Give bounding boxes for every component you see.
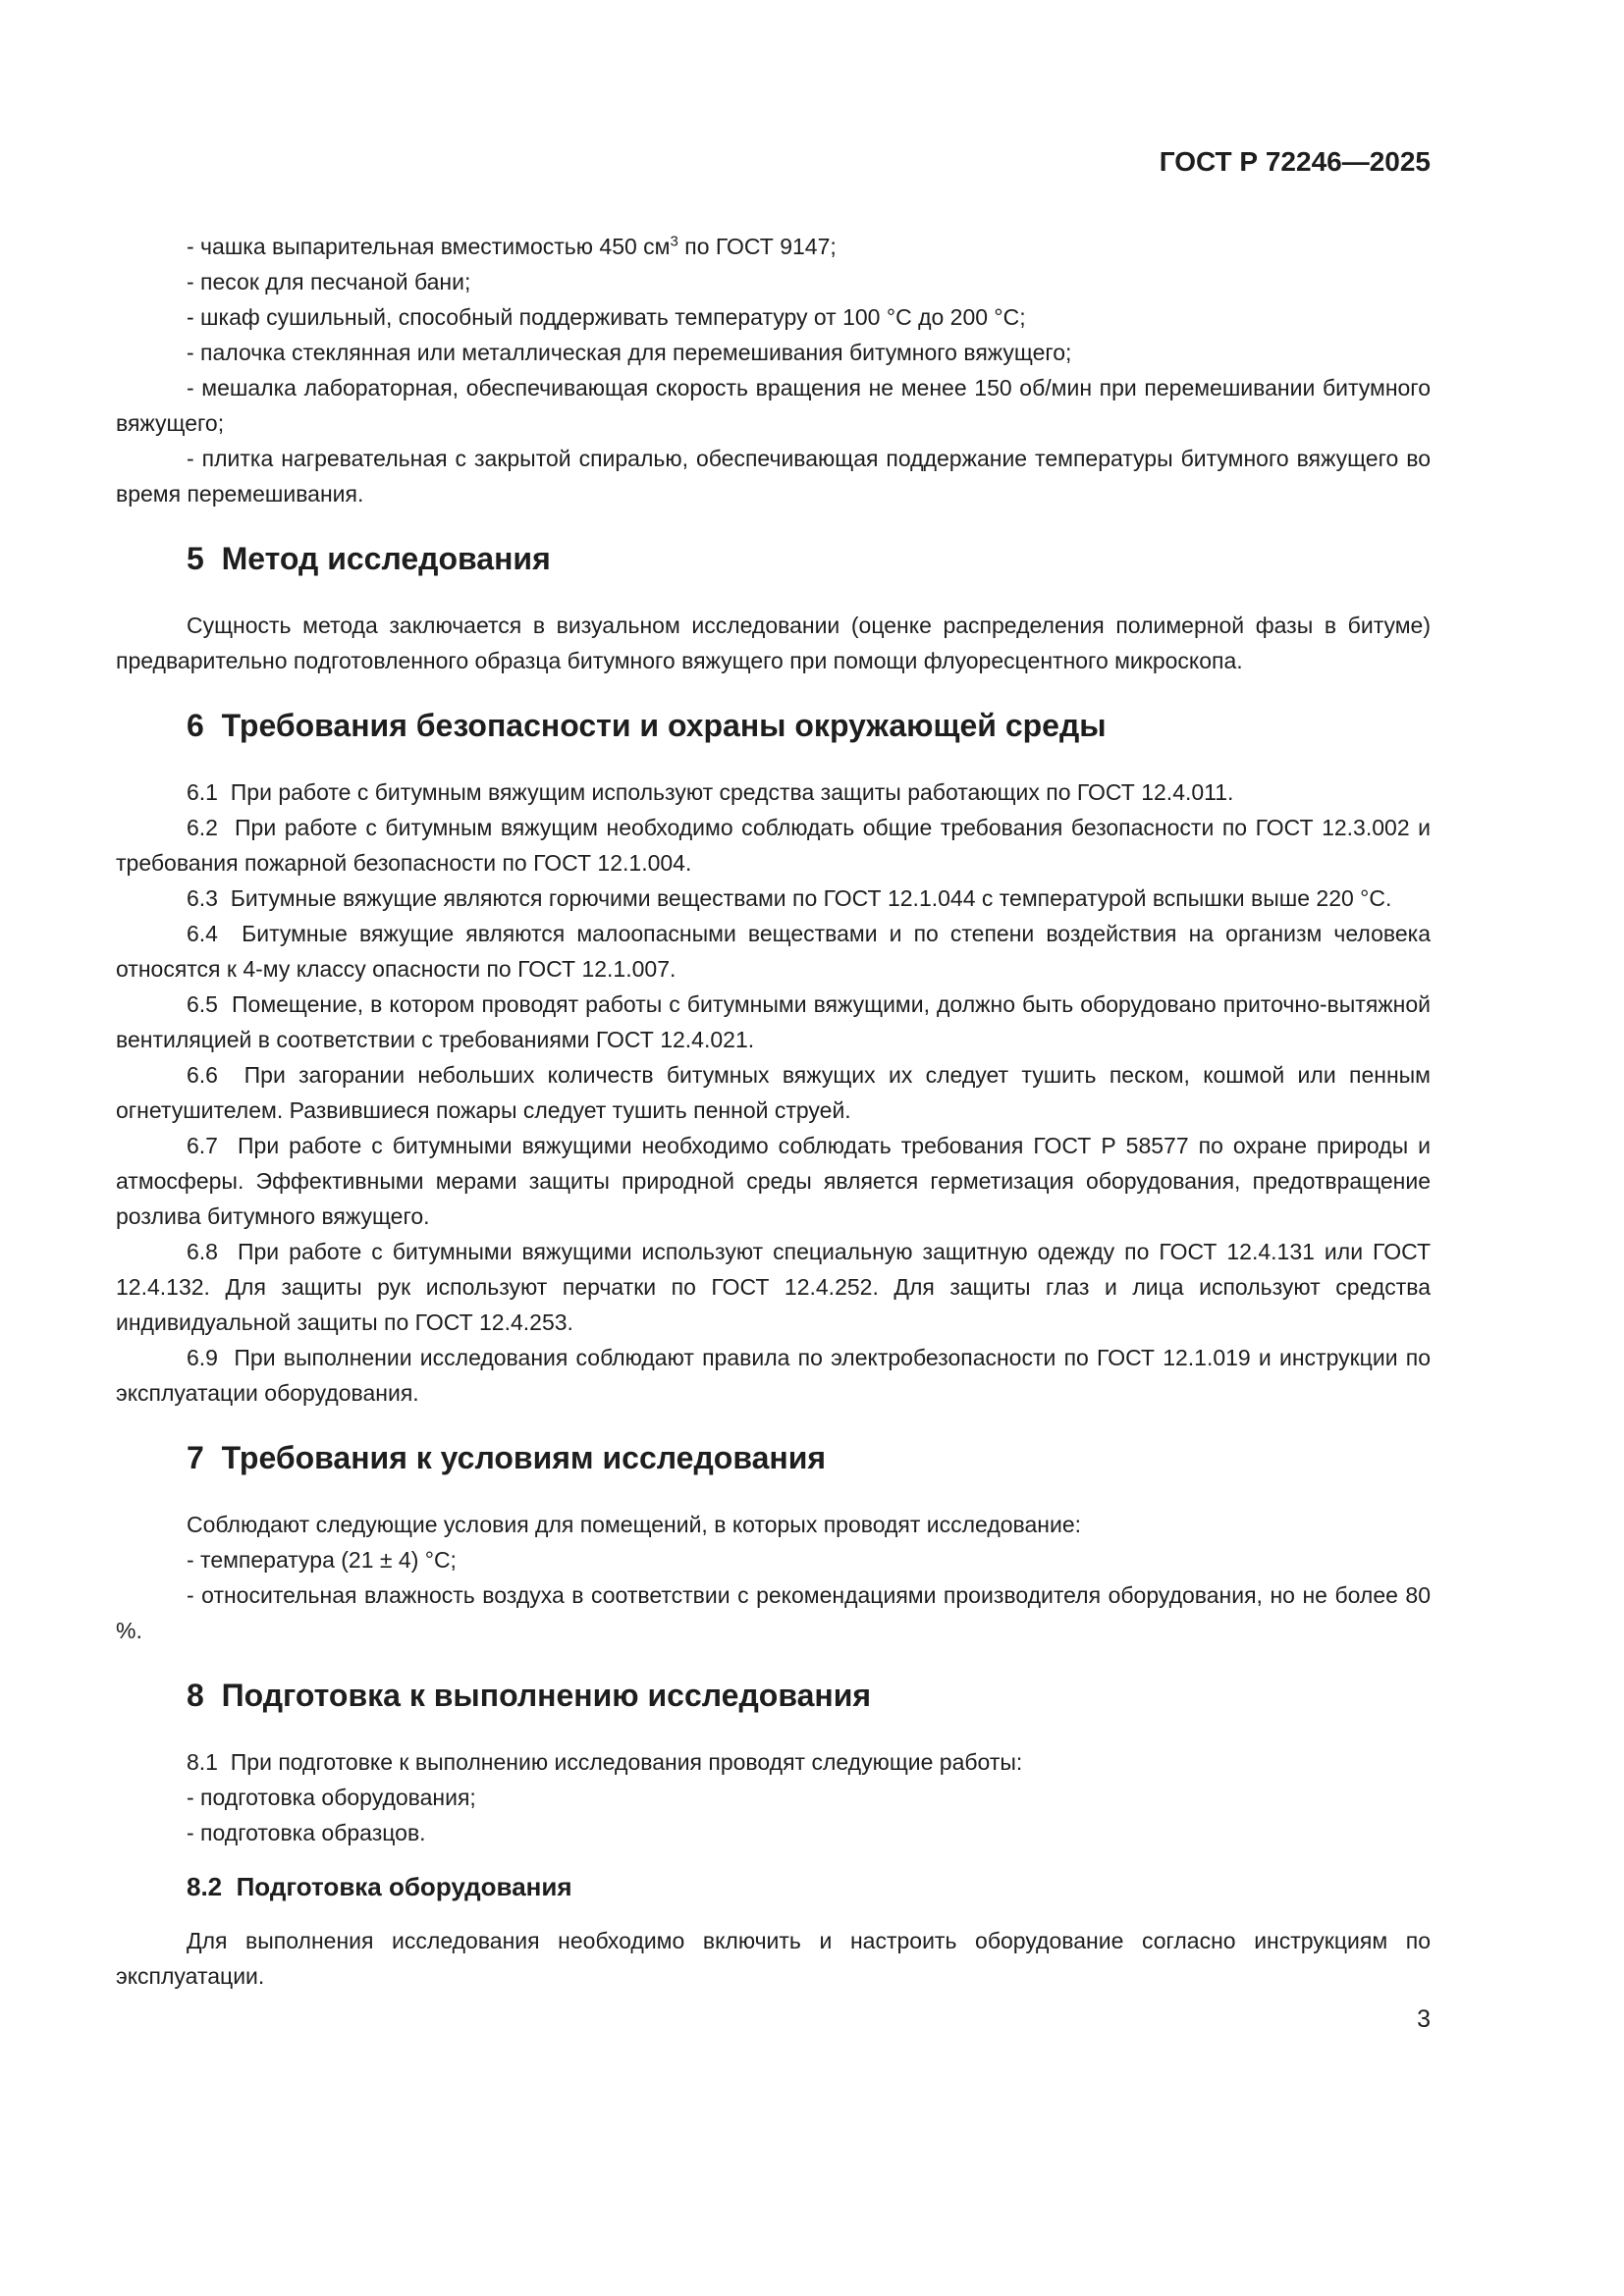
section-8-heading: 8 Подготовка к выполнению исследования [187, 1678, 872, 1713]
section-6-heading: 6 Требования безопасности и охраны окружающей среды [187, 708, 1107, 743]
equipment-list-item: - плитка нагревательная с закрытой спиралью, обеспечивающая поддержание температуры битумного вяжущего во время перемешивания. [116, 446, 1431, 507]
clause-6-9-paragraph: 6.9 При выполнении исследования соблюдают правила по электробезопасности по ГОСТ 12.1.019 и инструкции по эксплуатации оборудования. [116, 1345, 1431, 1406]
clause-6-7-paragraph: 6.7 При работе с битумными вяжущими необходимо соблюдать требования ГОСТ Р 58577 по охране природы и атмосферы. Эффективными мерами защиты природной среды является герметизация оборудования, предотвращение розлива битумного вяжущего. [116, 1133, 1431, 1229]
conditions-list-item: - относительная влажность воздуха в соответствии с рекомендациями производителя оборудования, но не более 80 %. [116, 1582, 1431, 1643]
preparation-list-item: - подготовка оборудования; [187, 1785, 476, 1810]
equipment-list-item: - песок для песчаной бани; [187, 269, 471, 294]
section-5-paragraph: Сущность метода заключается в визуальном исследовании (оценке распределения полимерной фазы в битуме) предварительно подготовленного образца битумного вяжущего при помощи флуоресцентного микроскопа. [116, 613, 1431, 673]
equipment-list-item-text: - чашка выпарительная вместимостью 450 см [187, 234, 671, 259]
subsection-8-2-paragraph: Для выполнения исследования необходимо включить и настроить оборудование согласно инструкциям по эксплуатации. [116, 1928, 1431, 1989]
equipment-list-item [116, 229, 1431, 264]
section-5-heading: 5 Метод исследования [187, 541, 551, 576]
clause-6-8-paragraph: 6.8 При работе с битумными вяжущими используют специальную защитную одежду по ГОСТ 12.4.131 или ГОСТ 12.4.132. Для защиты рук используют перчатки по ГОСТ 12.4.252. Для защиты глаз и лица используют средства индивидуальной защиты по ГОСТ 12.4.253. [116, 1239, 1431, 1335]
clause-6-3-paragraph: 6.3 Битумные вяжущие являются горючими веществами по ГОСТ 12.1.044 с температурой вспышки выше 220 °С. [187, 885, 1392, 911]
page-number: 3 [1417, 2005, 1431, 2033]
clause-6-6-paragraph: 6.6 При загорании небольших количеств битумных вяжущих их следует тушить песком, кошмой или пенным огнетушителем. Развившиеся пожары следует тушить пенной струей. [116, 1062, 1431, 1123]
running-header: ГОСТ Р 72246—2025 [1159, 146, 1431, 177]
clause-8-1-paragraph: 8.1 При подготовке к выполнению исследования проводят следующие работы: [187, 1749, 1023, 1775]
equipment-list-item: - мешалка лабораторная, обеспечивающая скорость вращения не менее 150 об/мин при перемешивании битумного вяжущего; [116, 375, 1431, 436]
section-7-paragraph: Соблюдают следующие условия для помещений, в которых проводят исследование: [187, 1512, 1082, 1537]
subsection-8-2-heading: 8.2 Подготовка оборудования [187, 1872, 572, 1901]
equipment-list-item: - палочка стеклянная или металлическая для перемешивания битумного вяжущего; [187, 340, 1072, 365]
text-block [116, 145, 1431, 2037]
equipment-list-item: - шкаф сушильный, способный поддерживать температуру от 100 °С до 200 °С; [187, 304, 1026, 330]
preparation-list-item: - подготовка образцов. [187, 1820, 426, 1845]
section-7-heading: 7 Требования к условиям исследования [187, 1440, 827, 1475]
clause-6-4-paragraph: 6.4 Битумные вяжущие являются малоопасными веществами и по степени воздействия на организм человека относятся к 4-му классу опасности по ГОСТ 12.1.007. [116, 921, 1431, 982]
superscript-exponent: 3 [670, 233, 678, 250]
clause-6-2-paragraph: 6.2 При работе с битумным вяжущим необходимо соблюдать общие требования безопасности по ГОСТ 12.3.002 и требования пожарной безопасности по ГОСТ 12.1.004. [116, 815, 1431, 876]
clause-6-5-paragraph: 6.5 Помещение, в котором проводят работы с битумными вяжущими, должно быть оборудовано приточно-вытяжной вентиляцией в соответствии с требованиями ГОСТ 12.4.021. [116, 991, 1431, 1052]
equipment-list-item-text: по ГОСТ 9147; [677, 234, 837, 259]
conditions-list-item: - температура (21 ± 4) °С; [187, 1547, 457, 1573]
clause-6-1-paragraph: 6.1 При работе с битумным вяжущим используют средства защиты работающих по ГОСТ 12.4.011. [187, 779, 1234, 805]
